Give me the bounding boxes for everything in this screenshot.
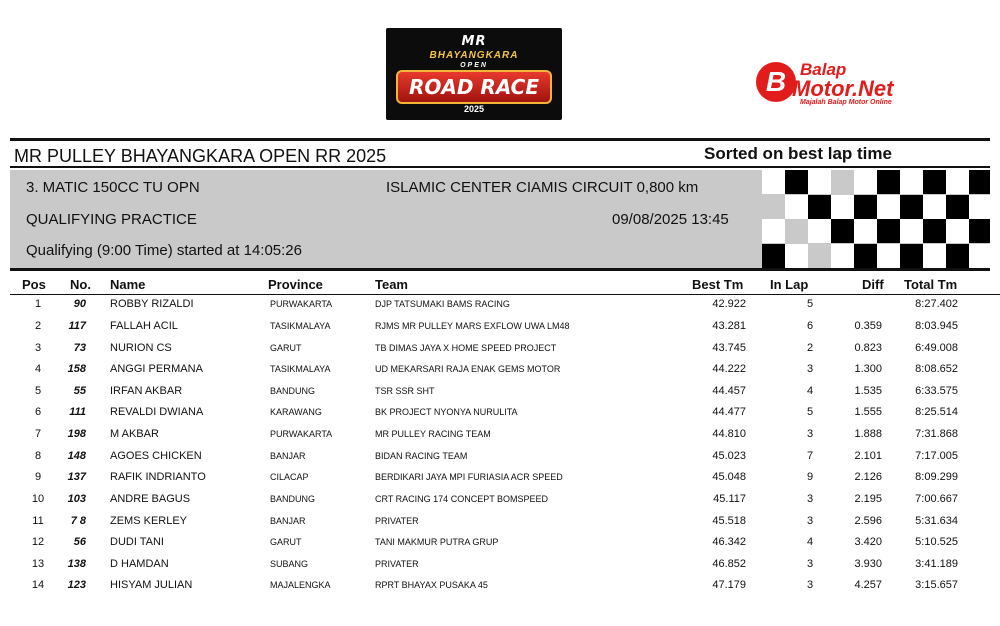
cell-team: UD MEKARSARI RAJA ENAK GEMS MOTOR xyxy=(375,364,561,374)
cell-province: BANDUNG xyxy=(270,386,316,396)
cell-no: 73 xyxy=(73,342,86,354)
flag-cell xyxy=(785,244,808,268)
header-rule-bottom xyxy=(10,268,990,271)
cell-name: REVALDI DWIANA xyxy=(110,406,204,418)
event-logo-road-race: ROAD RACE xyxy=(396,70,552,104)
balapmotor-logo-balap: Balap xyxy=(800,60,847,79)
flag-cell xyxy=(854,219,877,243)
event-logo-open: OPEN xyxy=(460,62,488,69)
cell-total: 7:17.005 xyxy=(915,450,958,462)
col-header-no: No. xyxy=(70,277,91,292)
table-row xyxy=(0,532,1000,553)
cell-name: RAFIK INDRIANTO xyxy=(110,471,206,483)
cell-province: PURWAKARTA xyxy=(270,299,333,309)
cell-diff: 1.535 xyxy=(854,385,882,397)
cell-total: 3:41.189 xyxy=(915,558,958,570)
cell-diff: 1.888 xyxy=(854,428,882,440)
cell-best: 42.922 xyxy=(712,298,746,310)
flag-cell xyxy=(900,170,923,194)
cell-total: 6:33.575 xyxy=(915,385,958,397)
flag-cell xyxy=(923,244,946,268)
flag-cell xyxy=(785,195,808,219)
cell-diff: 2.126 xyxy=(854,471,882,483)
flag-cell xyxy=(762,244,785,268)
balapmotor-logo-mark: B xyxy=(756,62,796,102)
cell-total: 7:31.868 xyxy=(915,428,958,440)
cell-best: 43.281 xyxy=(712,320,746,332)
flag-cell xyxy=(808,244,831,268)
cell-pos: 5 xyxy=(34,385,42,397)
cell-no: 56 xyxy=(73,536,86,548)
flag-cell xyxy=(854,244,877,268)
cell-no: 103 xyxy=(67,493,86,505)
flag-cell xyxy=(877,170,900,194)
session-datetime: 09/08/2025 13:45 xyxy=(612,211,729,228)
flag-cell xyxy=(831,170,854,194)
col-header-name: Name xyxy=(110,277,146,292)
cell-province: TASIKMALAYA xyxy=(270,364,331,374)
cell-team: TSR SSR SHT xyxy=(375,386,435,396)
cell-diff: 3.930 xyxy=(854,558,882,570)
table-row xyxy=(0,294,1000,315)
cell-team: DJP TATSUMAKI BAMS RACING xyxy=(375,299,510,309)
flag-cell xyxy=(762,170,785,194)
cell-diff: 1.300 xyxy=(854,363,882,375)
sort-note: Sorted on best lap time xyxy=(704,144,892,163)
cell-best: 44.810 xyxy=(712,428,746,440)
cell-team: TANI MAKMUR PUTRA GRUP xyxy=(375,537,499,547)
cell-name: HISYAM JULIAN xyxy=(110,579,193,591)
flag-cell xyxy=(762,195,785,219)
cell-lap: 3 xyxy=(806,493,814,505)
cell-lap: 7 xyxy=(806,450,814,462)
event-logo-year: 2025 xyxy=(463,104,485,114)
cell-name: FALLAH ACIL xyxy=(110,320,178,332)
cell-name: ANDRE BAGUS xyxy=(110,493,191,505)
cell-total: 8:25.514 xyxy=(915,406,958,418)
cell-province: PURWAKARTA xyxy=(270,429,333,439)
cell-team: CRT RACING 174 CONCEPT BOMSPEED xyxy=(375,494,549,504)
table-row xyxy=(0,402,1000,423)
cell-no: 117 xyxy=(68,320,86,332)
flag-cell xyxy=(900,219,923,243)
cell-total: 6:49.008 xyxy=(915,342,958,354)
cell-name: DUDI TANI xyxy=(110,536,164,548)
flag-cell xyxy=(785,219,808,243)
table-row xyxy=(0,446,1000,467)
cell-name: M AKBAR xyxy=(110,428,159,440)
cell-lap: 3 xyxy=(806,363,814,375)
cell-total: 3:15.657 xyxy=(915,579,958,591)
flag-cell xyxy=(923,219,946,243)
cell-best: 45.518 xyxy=(712,515,746,527)
event-logo xyxy=(386,28,562,120)
cell-pos: 7 xyxy=(34,428,42,440)
cell-lap: 4 xyxy=(806,385,814,397)
cell-no: 148 xyxy=(67,450,86,462)
cell-total: 8:03.945 xyxy=(915,320,958,332)
cell-name: ZEMS KERLEY xyxy=(110,515,188,527)
cell-team: TB DIMAS JAYA X HOME SPEED PROJECT xyxy=(375,343,557,353)
cell-no: 158 xyxy=(67,363,86,375)
flag-cell xyxy=(900,195,923,219)
cell-province: GARUT xyxy=(270,343,302,353)
table-row xyxy=(0,381,1000,402)
flag-cell xyxy=(831,244,854,268)
col-header-best: Best Tm xyxy=(692,277,744,292)
cell-name: AGOES CHICKEN xyxy=(110,450,202,462)
cell-best: 43.745 xyxy=(712,342,746,354)
cell-no: 123 xyxy=(67,579,86,591)
flag-cell xyxy=(808,195,831,219)
session-info-box xyxy=(10,170,990,268)
flag-cell xyxy=(900,244,923,268)
flag-cell xyxy=(831,195,854,219)
cell-pos: 9 xyxy=(34,471,42,483)
cell-no: 198 xyxy=(67,428,86,440)
cell-team: BERDIKARI JAYA MPI FURIASIA ACR SPEED xyxy=(375,472,563,482)
cell-province: SUBANG xyxy=(270,559,309,569)
table-row xyxy=(0,554,1000,575)
cell-province: TASIKMALAYA xyxy=(270,321,331,331)
cell-lap: 3 xyxy=(806,428,814,440)
cell-lap: 2 xyxy=(806,342,814,354)
cell-total: 5:10.525 xyxy=(915,536,958,548)
cell-name: ROBBY RIZALDI xyxy=(110,298,194,310)
table-row xyxy=(0,511,1000,532)
cell-pos: 14 xyxy=(31,579,45,591)
flag-cell xyxy=(969,195,990,219)
cell-total: 5:31.634 xyxy=(915,515,958,527)
flag-cell xyxy=(854,195,877,219)
cell-best: 47.179 xyxy=(712,579,746,591)
flag-cell xyxy=(877,244,900,268)
cell-team: BK PROJECT NYONYA NURULITA xyxy=(375,407,518,417)
cell-pos: 1 xyxy=(34,298,42,310)
flag-cell xyxy=(877,195,900,219)
flag-cell xyxy=(808,219,831,243)
flag-cell xyxy=(946,219,969,243)
table-row xyxy=(0,575,1000,596)
flag-cell xyxy=(762,219,785,243)
cell-diff: 1.555 xyxy=(854,406,882,418)
cell-no: 138 xyxy=(67,558,86,570)
cell-best: 44.477 xyxy=(712,406,746,418)
cell-total: 8:09.299 xyxy=(915,471,958,483)
cell-diff: 4.257 xyxy=(854,579,882,591)
cell-province: GARUT xyxy=(270,537,302,547)
event-logo-mr: MR xyxy=(461,34,487,49)
cell-best: 45.048 xyxy=(712,471,746,483)
session-name: QUALIFYING PRACTICE xyxy=(26,211,197,228)
cell-best: 46.342 xyxy=(712,536,746,548)
cell-province: BANJAR xyxy=(270,516,306,526)
header-rule-top xyxy=(10,138,990,141)
cell-best: 45.117 xyxy=(713,493,746,505)
table-row xyxy=(0,489,1000,510)
cell-diff: 2.195 xyxy=(854,493,882,505)
cell-lap: 6 xyxy=(806,320,814,332)
checkered-flag-icon xyxy=(762,170,990,268)
cell-name: IRFAN AKBAR xyxy=(110,385,183,397)
cell-no: 90 xyxy=(73,298,86,310)
cell-diff: 0.823 xyxy=(854,342,882,354)
flag-cell xyxy=(946,244,969,268)
flag-cell xyxy=(877,219,900,243)
cell-total: 8:27.402 xyxy=(915,298,958,310)
cell-name: NURION CS xyxy=(110,342,172,354)
cell-best: 44.457 xyxy=(712,385,746,397)
col-header-pos: Pos xyxy=(22,277,46,292)
cell-diff: 0.359 xyxy=(854,320,882,332)
header-rule-middle xyxy=(10,166,990,168)
col-header-diff: Diff xyxy=(862,277,884,292)
cell-lap: 3 xyxy=(806,579,814,591)
balapmotor-logo xyxy=(756,62,921,108)
flag-cell xyxy=(946,195,969,219)
cell-diff: 3.420 xyxy=(854,536,882,548)
circuit-name: ISLAMIC CENTER CIAMIS CIRCUIT 0,800 km xyxy=(386,179,699,196)
cell-lap: 5 xyxy=(806,406,814,418)
cell-best: 44.222 xyxy=(712,363,746,375)
cell-pos: 2 xyxy=(34,320,42,332)
table-row xyxy=(0,467,1000,488)
cell-pos: 4 xyxy=(34,363,42,375)
cell-team: MR PULLEY RACING TEAM xyxy=(375,429,491,439)
event-logo-bhayangkara: BHAYANGKARA xyxy=(429,50,519,61)
cell-no: 7 8 xyxy=(70,515,86,527)
cell-no: 111 xyxy=(69,406,86,418)
cell-province: BANDUNG xyxy=(270,494,316,504)
cell-no: 55 xyxy=(73,385,86,397)
cell-diff: 2.101 xyxy=(854,450,882,462)
col-header-total: Total Tm xyxy=(904,277,958,292)
cell-best: 46.852 xyxy=(712,558,746,570)
cell-lap: 3 xyxy=(806,515,814,527)
session-start: Qualifying (9:00 Time) started at 14:05:26 xyxy=(26,242,302,259)
cell-name: D HAMDAN xyxy=(110,558,169,570)
flag-cell xyxy=(831,219,854,243)
flag-cell xyxy=(923,195,946,219)
table-row xyxy=(0,316,1000,337)
flag-cell xyxy=(785,170,808,194)
event-title: MR PULLEY BHAYANGKARA OPEN RR 2025 xyxy=(14,146,387,166)
cell-pos: 13 xyxy=(31,558,45,570)
cell-name: ANGGI PERMANA xyxy=(110,363,203,375)
cell-team: BIDAN RACING TEAM xyxy=(375,451,468,461)
cell-pos: 8 xyxy=(34,450,42,462)
table-row xyxy=(0,338,1000,359)
table-row xyxy=(0,359,1000,380)
flag-cell xyxy=(969,219,990,243)
flag-cell xyxy=(808,170,831,194)
table-row xyxy=(0,424,1000,445)
balapmotor-logo-motor: Motor.Net xyxy=(792,76,894,101)
flag-cell xyxy=(969,244,990,268)
cell-lap: 5 xyxy=(806,298,814,310)
cell-pos: 6 xyxy=(34,406,42,418)
col-header-province: Province xyxy=(268,277,323,292)
flag-cell xyxy=(923,170,946,194)
cell-province: KARAWANG xyxy=(270,407,322,417)
cell-total: 8:08.652 xyxy=(915,363,958,375)
cell-lap: 4 xyxy=(806,536,814,548)
class-name: 3. MATIC 150CC TU OPN xyxy=(26,179,200,196)
cell-team: PRIVATER xyxy=(375,516,419,526)
cell-lap: 9 xyxy=(806,471,814,483)
balapmotor-logo-tagline: Majalah Balap Motor Online xyxy=(800,99,892,106)
cell-total: 7:00.667 xyxy=(915,493,958,505)
cell-team: PRIVATER xyxy=(375,559,419,569)
col-header-team: Team xyxy=(375,277,408,292)
cell-team: RPRT BHAYAX PUSAKA 45 xyxy=(375,580,488,590)
cell-province: BANJAR xyxy=(270,451,306,461)
flag-cell xyxy=(854,170,877,194)
cell-lap: 3 xyxy=(806,558,814,570)
cell-no: 137 xyxy=(67,471,86,483)
cell-pos: 10 xyxy=(31,493,45,505)
cell-province: CILACAP xyxy=(270,472,309,482)
cell-pos: 3 xyxy=(34,342,42,354)
cell-province: MAJALENGKA xyxy=(270,580,331,590)
cell-diff: 2.596 xyxy=(854,515,882,527)
cell-team: RJMS MR PULLEY MARS EXFLOW UWA LM48 xyxy=(375,321,570,331)
cell-best: 45.023 xyxy=(712,450,746,462)
cell-pos: 11 xyxy=(32,515,44,527)
cell-pos: 12 xyxy=(31,536,45,548)
flag-cell xyxy=(969,170,990,194)
flag-cell xyxy=(946,170,969,194)
col-header-lap: In Lap xyxy=(770,277,809,292)
